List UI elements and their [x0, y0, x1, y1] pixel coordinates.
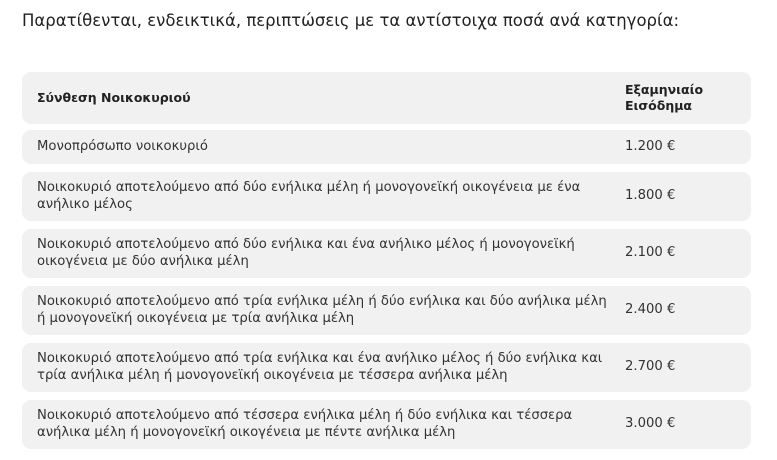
table-row	[22, 172, 751, 221]
row-composition: Νοικοκυριό αποτελούμενο από δύο ενήλικα και ένα ανήλικο μέλος ή μονογονεϊκή οικογένεια με δύο ανήλικα μέλη	[37, 237, 575, 269]
table-row	[22, 343, 751, 392]
row-composition: Νοικοκυριό αποτελούμενο από τρία ενήλικα και ένα ανήλικο μέλος ή δύο ενήλικα και τρία ανήλικα μέλη ή μονογονεϊκή οικογένεια με τέσσερα ανήλικα μέλη	[37, 351, 603, 383]
income-table	[22, 72, 751, 457]
header-income: Εξαμηνιαίο Εισόδημα	[625, 82, 704, 113]
row-income: 3.000 €	[625, 416, 676, 432]
row-composition: Μονοπρόσωπο νοικοκυριό	[37, 138, 208, 154]
row-income: 2.400 €	[625, 302, 676, 318]
row-income: 1.800 €	[625, 188, 676, 204]
table-row	[22, 229, 751, 278]
row-composition: Νοικοκυριό αποτελούμενο από τέσσερα ενήλικα μέλη ή δύο ενήλικα και τέσσερα ανήλικα μέλη ή μονογονεϊκή οικογένεια με πέντε ανήλικα μέλη	[37, 408, 573, 440]
intro-text: Παρατίθενται, ενδεικτικά, περιπτώσεις με τα αντίστοιχα ποσά ανά κατηγορία:	[22, 11, 680, 30]
table-row	[22, 130, 751, 164]
row-composition: Νοικοκυριό αποτελούμενο από δύο ενήλικα μέλη ή μονογονεϊκή οικογένεια με ένα ανήλικο μέλος	[37, 180, 581, 212]
header-composition: Σύνθεση Νοικοκυριού	[37, 89, 191, 105]
table-row	[22, 400, 751, 449]
table-header-row	[22, 72, 751, 124]
table-row	[22, 286, 751, 335]
row-income: 2.700 €	[625, 359, 676, 375]
row-income: 2.100 €	[625, 245, 676, 261]
row-composition: Νοικοκυριό αποτελούμενο από τρία ενήλικα μέλη ή δύο ενήλικα και δύο ανήλικα μέλη ή μονογονεϊκή οικογένεια με τρία ανήλικα μέλη	[37, 294, 607, 326]
row-income: 1.200 €	[625, 138, 676, 154]
